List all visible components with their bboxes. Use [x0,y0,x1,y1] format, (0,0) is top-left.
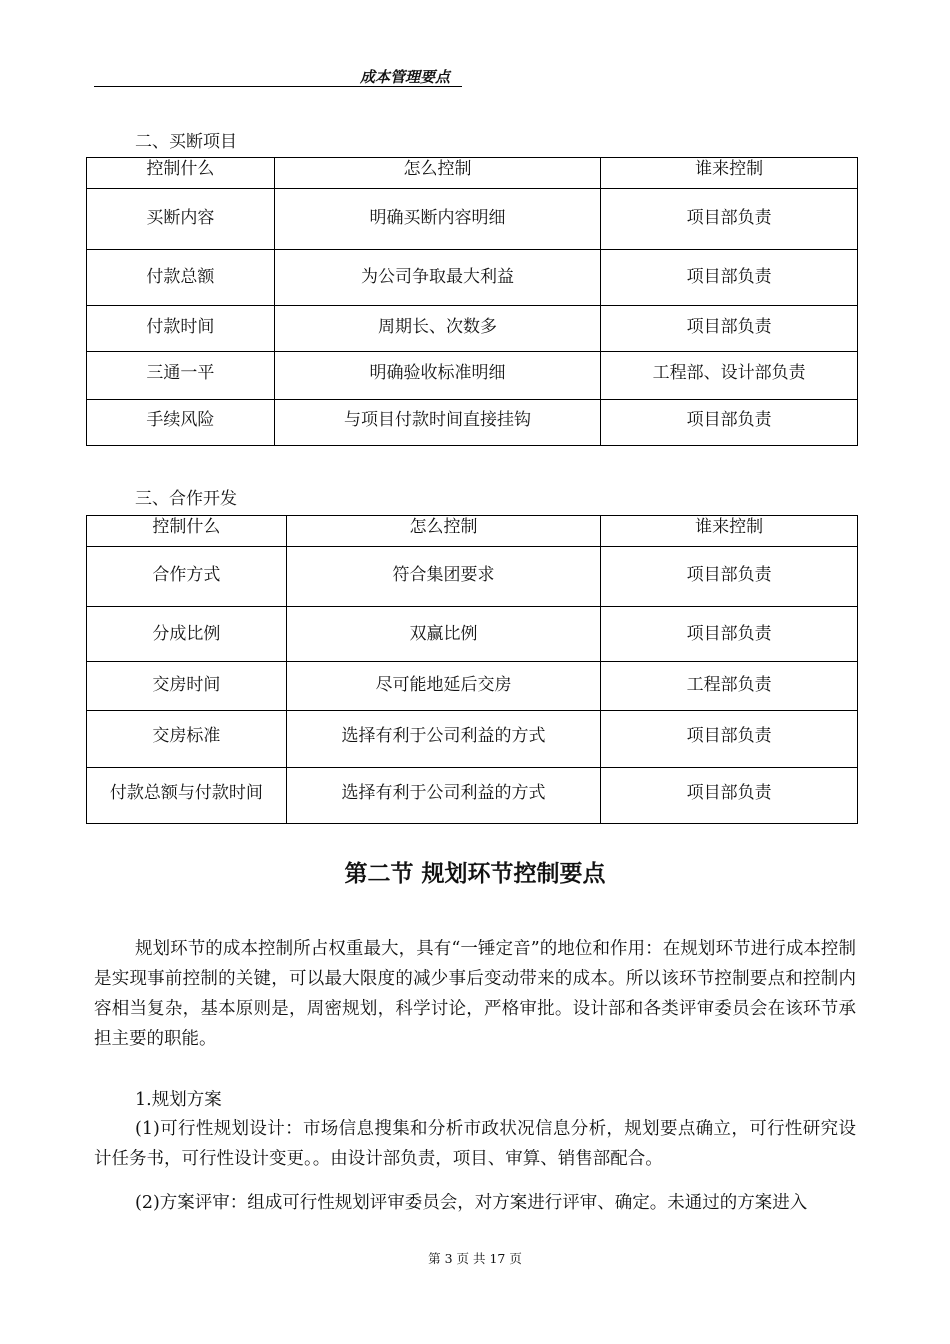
table-cell: 双赢比例 [286,607,601,662]
table-cell: 付款时间 [87,306,275,352]
table-row [87,306,858,352]
table-cell: 项目部负责 [601,768,858,824]
table-cell: 交房标准 [87,711,287,768]
table-cell: 项目部负责 [601,607,858,662]
column-header: 谁来控制 [601,158,858,189]
table-row [87,189,858,250]
table-cell: 明确买断内容明细 [274,189,601,250]
table-row [87,711,858,768]
table-row [87,250,858,306]
table-cell: 付款总额与付款时间 [87,768,287,824]
section-heading-buyout: 二、买断项目 [135,132,237,152]
table-row [87,547,858,607]
table-cell: 项目部负责 [601,250,858,306]
table-cell: 为公司争取最大利益 [274,250,601,306]
table-cell: 付款总额 [87,250,275,306]
table-cell: 三通一平 [87,352,275,400]
table-cell: 项目部负责 [601,711,858,768]
table-cell: 周期长、次数多 [274,306,601,352]
table-cell: 符合集团要求 [286,547,601,607]
table-cell: 与项目付款时间直接挂钩 [274,400,601,446]
column-header: 怎么控制 [274,158,601,189]
chapter-title: 第二节 规划环节控制要点 [344,861,606,887]
table-cell: 工程部、设计部负责 [601,352,858,400]
table-row [87,400,858,446]
table-cell: 交房时间 [87,662,287,711]
table-cell: 尽可能地延后交房 [286,662,601,711]
table-cell: 选择有利于公司利益的方式 [286,768,601,824]
table-header-row [87,516,858,547]
column-header: 谁来控制 [601,516,858,547]
table-cell: 买断内容 [87,189,275,250]
column-header: 怎么控制 [286,516,601,547]
column-header: 控制什么 [87,158,275,189]
table-cell: 项目部负责 [601,306,858,352]
column-header: 控制什么 [87,516,287,547]
table-header-row [87,158,858,189]
table-cell: 明确验收标准明细 [274,352,601,400]
list-item-paragraph: (2)方案评审：组成可行性规划评审委员会，对方案进行评审、确定。未通过的方案进入 [135,1193,808,1213]
table-row [87,662,858,711]
table-cell: 工程部负责 [601,662,858,711]
table-cell: 项目部负责 [601,189,858,250]
table-cell: 项目部负责 [601,547,858,607]
page-footer: 第 3 页 共 17 页 [428,1251,522,1266]
list-item-heading: 1.规划方案 [135,1090,222,1110]
table-cell: 分成比例 [87,607,287,662]
table-row [87,768,858,824]
intro-paragraph: 规划环节的成本控制所占权重最大，具有“一锤定音”的地位和作用：在规划环节进行成本控制是实现事前控制的关键，可以最大限度的减少事后变动带来的成本。所以该环节控制要点和控制内容相当复杂，基本原则是，周密规划，科学讨论，严格审批。设计部和各类评审委员会在该环节承担主要的职能。 [94,939,856,1049]
list-item-paragraph: (1)可行性规划设计：市场信息搜集和分析市政状况信息分析，规划要点确立，可行性研究设计任务书，可行性设计变更。。由设计部负责，项目、审算、销售部配合。 [94,1119,856,1169]
table-cell: 项目部负责 [601,400,858,446]
table-cell: 合作方式 [87,547,287,607]
table-row [87,607,858,662]
buyout-control-table [86,157,858,446]
page-header-title: 成本管理要点 [360,68,451,86]
table-row [87,352,858,400]
table-cell: 选择有利于公司利益的方式 [286,711,601,768]
section-heading-cooperation: 三、合作开发 [135,489,237,509]
cooperation-control-table [86,515,858,824]
table-cell: 手续风险 [87,400,275,446]
